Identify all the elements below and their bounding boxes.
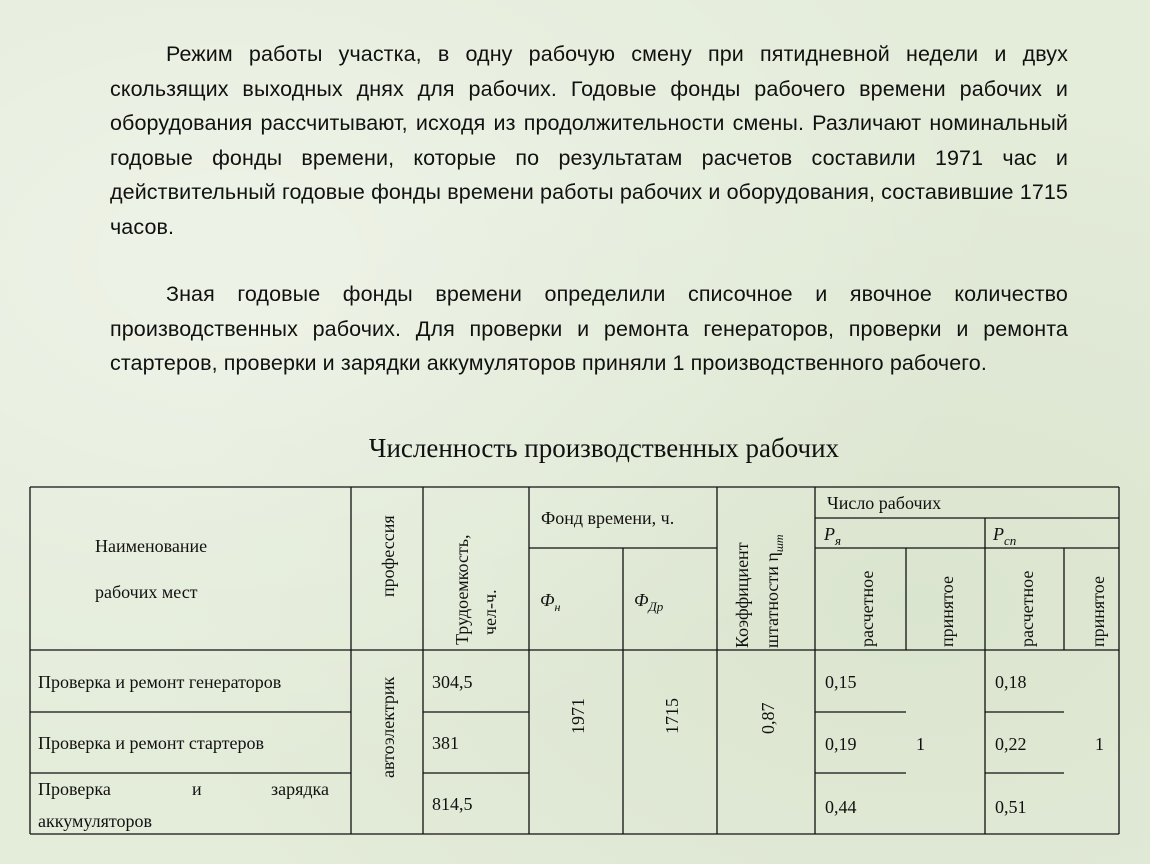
row-name: и — [192, 779, 202, 799]
paragraph-text: Режим работы участка, в одну рабочую смену при пятидневной недели и двух скользящих выходных днях для рабочих. Годовые фонды рабочего времени рабочих и оборудования рассчитывают, исходя из продолжительности смены. Различают номинальный годовые фонды времени, которые по результатам расчетов составили 1971 час и действительный годовые фонды времени работы рабочих и оборудования, составившие 1715 часов. — [110, 42, 1068, 239]
coefficient-value: 0,87 — [758, 702, 778, 734]
header-name: Наименование — [95, 536, 208, 556]
row-name: Проверка и ремонт стартеров — [38, 733, 265, 753]
fund-actual-value: 1715 — [662, 698, 682, 734]
row-rsp-calc: 0,22 — [995, 734, 1027, 754]
profession-value: автоэлектрик — [378, 676, 398, 778]
header-calculated: расчетное — [1017, 570, 1037, 647]
row-labor: 381 — [432, 733, 459, 753]
header-labor: Трудоемкость, — [452, 534, 472, 645]
row-labor: 814,5 — [432, 794, 473, 814]
fund-nominal-value: 1971 — [568, 698, 588, 734]
header-calculated: расчетное — [857, 570, 877, 647]
rsp-accepted-value: 1 — [1095, 734, 1104, 754]
row-name: аккумуляторов — [38, 811, 152, 831]
header-profession: профессия — [378, 515, 398, 597]
row-name: Проверка и ремонт генераторов — [38, 672, 282, 692]
row-name: Проверка — [38, 779, 111, 799]
row-ry-calc: 0,15 — [825, 672, 857, 692]
header-fund-nominal: $Ф_н$ — [540, 590, 561, 614]
header-workers: Число рабочих — [827, 493, 942, 513]
ry-accepted-value: 1 — [916, 734, 925, 754]
header-name: рабочих мест — [95, 582, 198, 602]
header-rsp: $P_{сп}$ — [993, 524, 1017, 548]
row-name: зарядка — [271, 779, 329, 799]
header-labor-unit: чел-ч. — [480, 589, 500, 635]
header-fund: Фонд времени, ч. — [541, 508, 675, 528]
paragraph-text: Зная годовые фонды времени определили списочное и явочное количество производственных рабочих. Для проверки и ремонта генераторов, проверки и ремонта стартеров, проверки и зарядки аккумуляторов приняли 1 производственного рабочего. — [110, 282, 1068, 376]
header-fund-actual: $Ф_{Др}$ — [634, 590, 664, 614]
row-ry-calc: 0,19 — [825, 734, 857, 754]
row-rsp-calc: 0,18 — [995, 672, 1027, 692]
row-labor: 304,5 — [432, 672, 473, 692]
row-rsp-calc: 0,51 — [995, 797, 1027, 817]
header-accepted: принятое — [1088, 575, 1108, 647]
header-coefficient: Коэффициент — [732, 542, 752, 648]
table-title: Численность производственных рабочих — [368, 433, 840, 463]
header-ry: $P_я$ — [824, 524, 842, 548]
header-accepted: принятое — [937, 575, 957, 647]
row-ry-calc: 0,44 — [825, 797, 857, 817]
header-coefficient: штатности $\eta_{шт}$ — [762, 534, 786, 648]
